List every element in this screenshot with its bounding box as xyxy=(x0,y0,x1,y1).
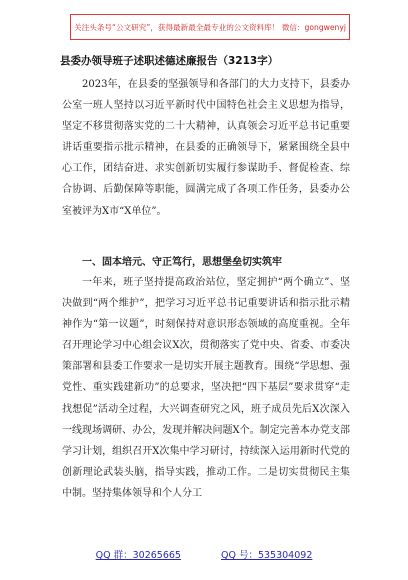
paragraph-section-1: 一年来，班子坚持提高政治站位，坚定拥护“两个确立”、坚决做到“两个维护”，把学习习近平总书记重要讲话和指示批示精神作为“第一议题”，时刻保持对意识形态领域的高度重视。全年召开理论学习中心组会议X次，贯彻落实了党中央、省委、市委决策部署和县委工作要求一是切实开展主题教育。围绕“学思想、强党性、重实践建新功”的总要求，坚决把“四下基层”要求贯穿“走找想促”活动全过程，大兴调查研究之风，班子成员先后X次深入一线现场调研、办公，发现并解决问题X个。制定完善本办党支部学习计划，组织召开X次集中学习研讨，持续深入运用新时代党的创新理论武装头脑，指导实践，推动工作。二是切实贯彻民主集中制。坚持集体领导和个人分工 xyxy=(62,277,350,499)
footer-qq-group[interactable]: QQ 群：30265665 xyxy=(95,550,181,561)
header-banner xyxy=(70,14,350,40)
document-title: 县委办领导班子述职述德述廉报告（3213字） xyxy=(60,55,279,67)
footer-contact xyxy=(0,547,408,561)
footer-qq-number[interactable]: QQ 号：535304092 xyxy=(220,550,313,561)
paragraph-intro: 2023年，在县委的坚强领导和各部门的大力支持下，县委办公室一班人坚持以习近平新时代中国特色社会主义思想为指导，坚定不移贯彻落实党的二十大精神，认真领会习近平总书记重要讲话重要指示批示精神，在县委的正确领导下，紧紧围绕全县中心工作，团结奋进、求实创新切实履行参谋助手、督促检查、综合协调、后勤保障等职能，圆满完成了各项工作任务，县委办公室被评为X市“X单位”。 xyxy=(62,79,350,217)
section-heading-1: 一、固本培元、守正笃行，思想堡垒切实筑牢 xyxy=(82,257,282,268)
header-banner-text: 关注头条号“公文研究”，获得最新最全最专业的公文资料库！ 微信：gongwenyj xyxy=(74,22,346,32)
